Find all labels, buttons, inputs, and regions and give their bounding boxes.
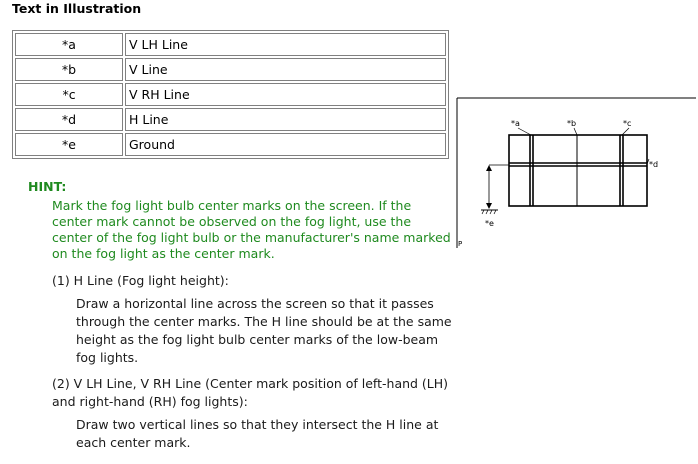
- leader-a: [518, 128, 531, 135]
- legend-value: V RH Line: [125, 83, 446, 106]
- leader-c: [622, 128, 629, 135]
- legend-row: [15, 58, 446, 81]
- legend-value: V LH Line: [125, 33, 446, 56]
- hint-text: Mark the fog light bulb center marks on the screen. If the center mark cannot be observed on the fog light, use the center of the fog light bulb or the manufacturer's name marked on the fog light as the center mark.: [52, 198, 451, 261]
- legend-value: H Line: [125, 108, 446, 131]
- arrow-down-icon: [486, 203, 492, 209]
- step-1-title: (1) H Line (Fog light height):: [52, 273, 229, 288]
- label-e: *e: [485, 219, 494, 228]
- step-1-body: Draw a horizontal line across the screen so that it passes through the center marks. The H line should be at the same height as the fog light bulb center marks of the low-beam fog lights.: [76, 296, 452, 365]
- arrow-up-icon: [486, 165, 492, 171]
- illustration-svg: [456, 97, 698, 249]
- aiming-screen-illustration: [456, 97, 698, 249]
- corner-label: P: [458, 240, 463, 248]
- legend-key: *e: [15, 133, 123, 156]
- label-d: *d: [649, 160, 659, 169]
- legend-key: *b: [15, 58, 123, 81]
- legend-key: *d: [15, 108, 123, 131]
- ground-hatch-icon: [482, 210, 484, 214]
- legend-value: Ground: [125, 133, 446, 156]
- legend-key: *a: [15, 33, 123, 56]
- legend-key: *c: [15, 83, 123, 106]
- step-2-body: Draw two vertical lines so that they intersect the H line at each center mark.: [76, 417, 439, 450]
- label-c: *c: [623, 119, 632, 128]
- label-a: *a: [511, 119, 520, 128]
- section-heading: Text in Illustration: [12, 1, 142, 16]
- step-2-title: (2) V LH Line, V RH Line (Center mark position of left-hand (LH) and right-hand (RH) fog lights):: [52, 376, 449, 409]
- legend-value: V Line: [125, 58, 446, 81]
- legend-row: [15, 133, 446, 156]
- legend-row: [15, 108, 446, 131]
- label-b: *b: [567, 119, 577, 128]
- hint-label: HINT:: [28, 179, 67, 194]
- legend-table: [12, 30, 449, 159]
- legend-row: [15, 83, 446, 106]
- legend-row: [15, 33, 446, 56]
- leader-b: [574, 128, 577, 135]
